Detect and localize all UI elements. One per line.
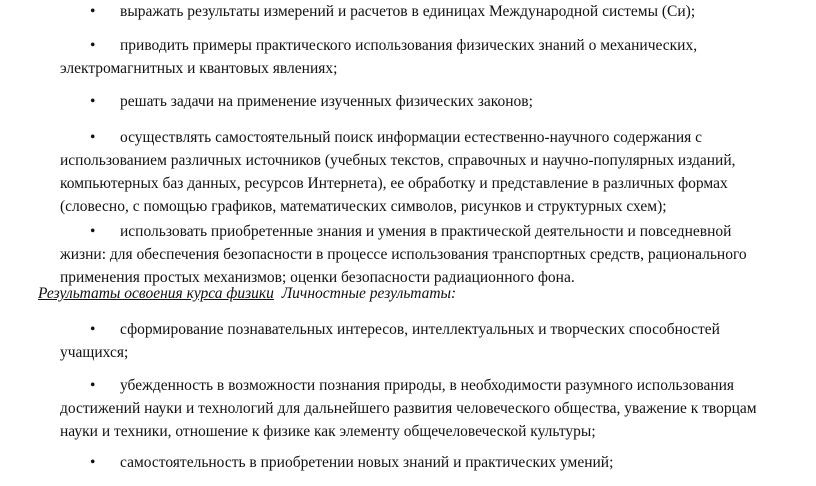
list-item-text: самостоятельность в приобретении новых знаний и практических умений;: [120, 454, 614, 471]
list-item-text: убежденность в возможности познания природы, в необходимости разумного использования достижений науки и технологий для дальнейшего развития человеческого общества, уважение к творцам науки и техники, отношение к физике как элементу общечеловеческой культуры;: [60, 377, 757, 440]
list-item: [60, 451, 780, 474]
list-item: [60, 0, 780, 23]
section-title: Результаты освоения курса физики: [38, 285, 274, 302]
bullet: •: [90, 321, 96, 338]
bullet: •: [90, 93, 96, 110]
list-item: [60, 318, 780, 364]
list-item: [60, 374, 780, 443]
bullet: •: [90, 129, 96, 146]
bullet: •: [90, 3, 96, 20]
list-item: [60, 126, 780, 218]
bullet: •: [90, 454, 96, 471]
list-item-text: выражать результаты измерений и расчетов в единицах Международной системы (Си);: [120, 3, 696, 20]
list-item-text: приводить примеры практического использования физических знаний о механических, электромагнитных и квантовых явлениях;: [60, 37, 698, 77]
list-item-text: решать задачи на применение изученных физических законов;: [120, 93, 533, 110]
list-item-text: сформирование познавательных интересов, интеллектуальных и творческих способностей учащихся;: [60, 321, 720, 361]
section-heading: [38, 282, 456, 305]
bullet: •: [90, 223, 96, 240]
list-item-text: осуществлять самостоятельный поиск информации естественно-научного содержания с использованием различных источников (учебных текстов, справочных и научно-популярных изданий, компьютерных баз данных, ресурсов Интернета), ее обработку и представление в различных формах (словесно, с помощью графиков, математических символов, рисунков и структурных схем);: [60, 129, 736, 215]
list-item: [60, 34, 780, 80]
bullet: •: [90, 377, 96, 394]
section-subtitle: Личностные результаты:: [281, 285, 457, 302]
list-item-text: использовать приобретенные знания и умения в практической деятельности и повседневной жизни: для обеспечения безопасности в процессе использования транспортных средств, рационального применения простых механизмов; оценки безопасности радиационного фона.: [60, 223, 747, 286]
list-item: [60, 90, 780, 113]
list-item: [60, 220, 780, 289]
bullet: •: [90, 37, 96, 54]
